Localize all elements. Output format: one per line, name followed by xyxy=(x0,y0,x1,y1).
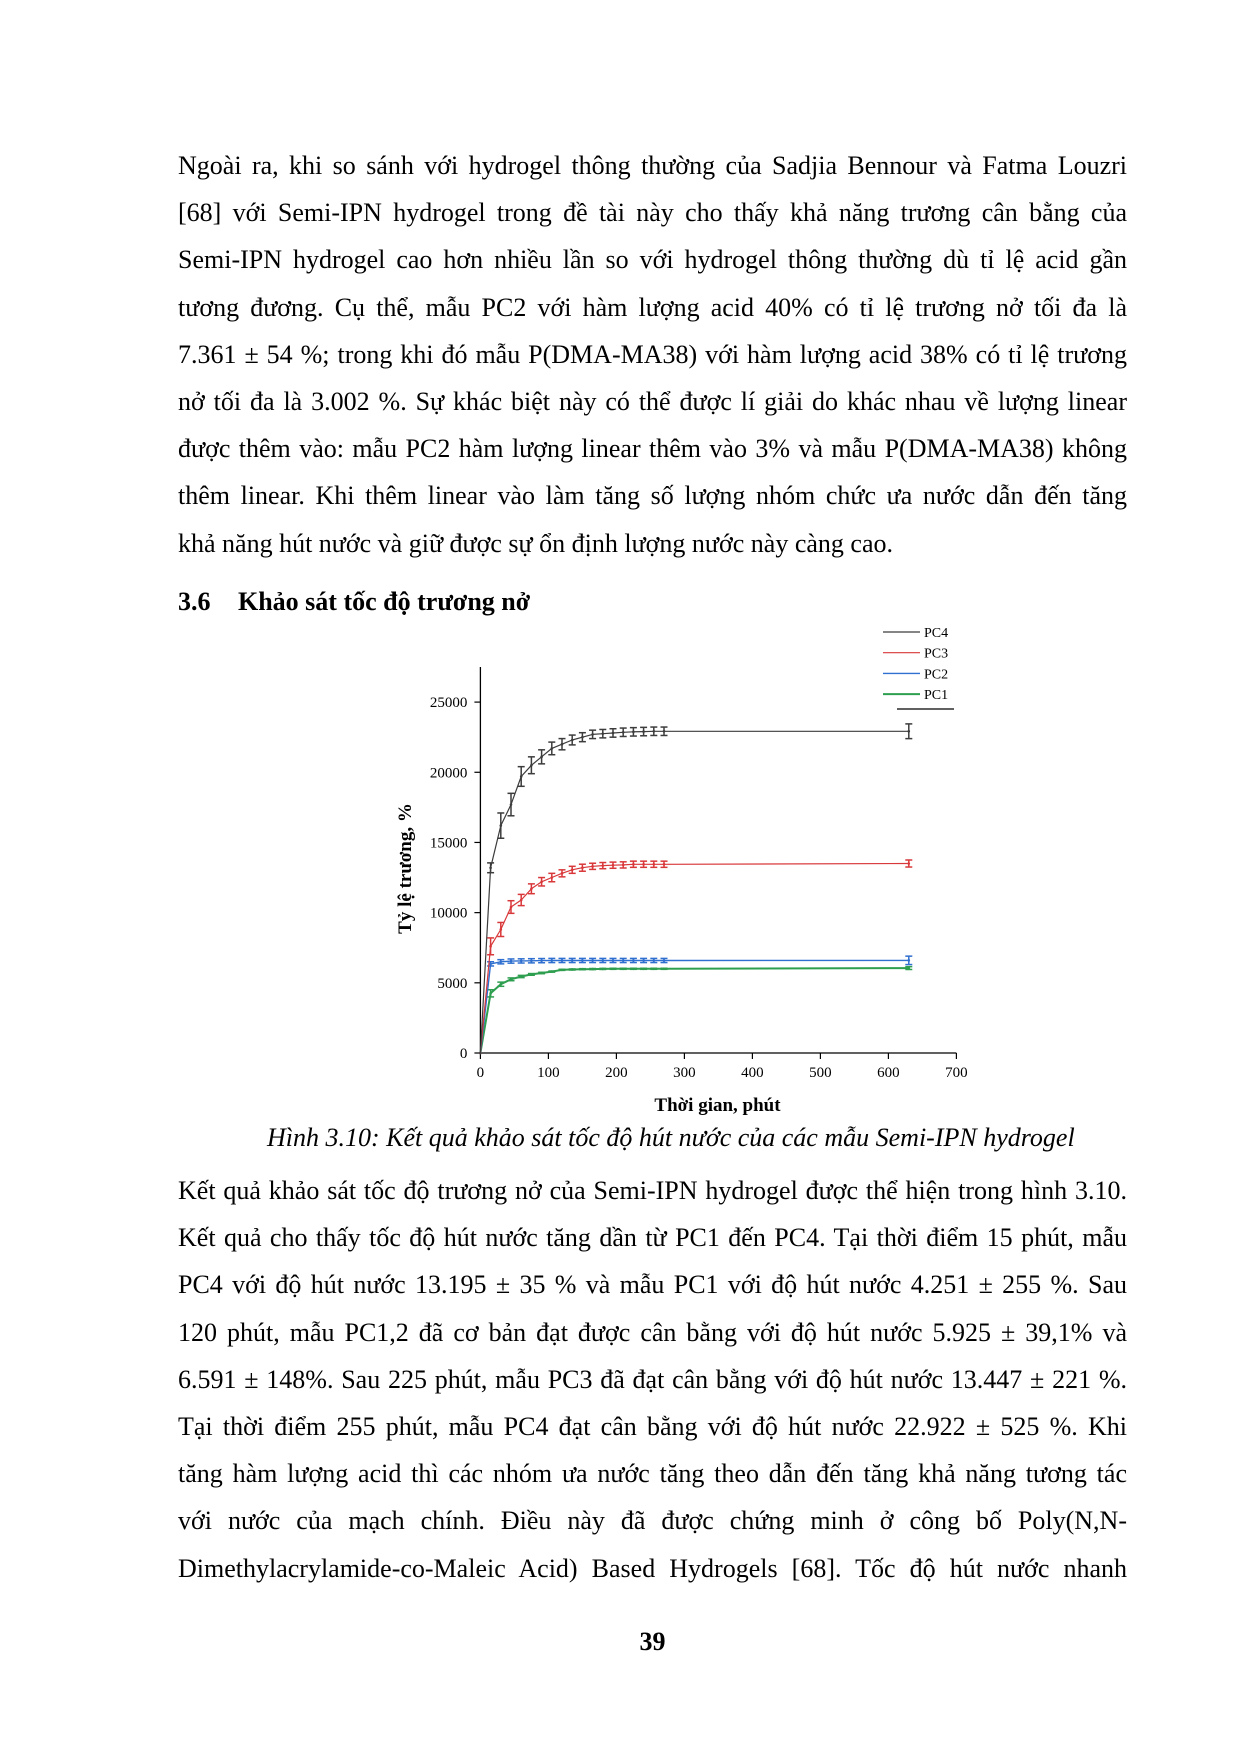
error-bar-pc3 xyxy=(538,878,545,886)
error-bar-pc4 xyxy=(487,863,494,873)
series-pc3 xyxy=(479,860,912,1054)
body-paragraph-2 xyxy=(178,1167,1127,1592)
series-line-pc4 xyxy=(480,731,908,1053)
y-tick-label: 25000 xyxy=(429,695,468,712)
x-tick-label: 500 xyxy=(809,1065,832,1081)
error-bar-pc3 xyxy=(518,894,525,905)
error-bar-pc1 xyxy=(610,968,617,969)
error-bar-pc4 xyxy=(569,735,576,745)
series-pc1 xyxy=(479,967,912,1055)
error-bar-pc1 xyxy=(579,969,586,970)
y-tick-label: 5000 xyxy=(437,975,468,992)
paragraph-line: Dimethylacrylamide-co-Maleic Acid) Based Hydrogels [68]. Tốc độ hút nước nhanh xyxy=(178,1553,1127,1583)
x-tick-label: 600 xyxy=(877,1065,900,1081)
x-tick-label: 0 xyxy=(476,1065,485,1081)
error-bar-pc3 xyxy=(487,938,494,955)
x-axis-label: Thời gian, phút xyxy=(654,1095,781,1116)
body-paragraph-1 xyxy=(178,142,1127,567)
swelling-rate-chart xyxy=(380,620,980,1130)
y-tick-label: 20000 xyxy=(429,765,468,782)
error-bar-pc1 xyxy=(640,968,647,969)
section-number: 3.6 xyxy=(178,587,211,616)
error-bar-pc1 xyxy=(538,972,545,973)
x-tick-label: 300 xyxy=(673,1065,696,1081)
error-bar-pc4 xyxy=(579,733,586,742)
legend-label-pc1: PC1 xyxy=(924,688,949,704)
paragraph-line: với nước của mạch chính. Điều này đã được chứng minh ở công bố Poly(N,N- xyxy=(178,1506,1127,1536)
error-bar-pc4 xyxy=(559,739,566,750)
paragraph-line: Ngoài ra, khi so sánh với hydrogel thông thường của Sadjia Bennour và Fatma Louzri xyxy=(178,151,1127,180)
x-tick-label: 100 xyxy=(537,1065,560,1081)
y-tick-label: 10000 xyxy=(429,905,468,922)
error-bar-pc3 xyxy=(548,873,555,881)
error-bar-pc3 xyxy=(559,870,566,877)
y-tick-label: 15000 xyxy=(429,835,468,852)
series-pc2 xyxy=(479,956,912,1054)
paragraph-line: Kết quả khảo sát tốc độ trương nở của Semi-IPN hydrogel được thể hiện trong hình 3.10. xyxy=(178,1176,1127,1205)
paragraph-line: nở tối đa là 3.002 %. Sự khác biệt này có thể được lí giải do khác nhau về lượng linear xyxy=(178,387,1127,417)
error-bar-pc4 xyxy=(548,742,555,755)
legend-label-pc4: PC4 xyxy=(924,626,949,641)
error-bar-pc4 xyxy=(538,750,545,764)
error-bar-pc1 xyxy=(630,968,637,969)
x-tick-label: 400 xyxy=(741,1065,764,1081)
paragraph-line: khả năng hút nước và giữ được sự ổn định lượng nước này càng cao. xyxy=(178,528,893,558)
figure-caption: Hình 3.10: Kết quả khảo sát tốc độ hút nước của các mẫu Semi-IPN hydrogel xyxy=(267,1123,1075,1152)
paragraph-line: 6.591 ± 148%. Sau 225 phút, mẫu PC3 đã đạt cân bằng với độ hút nước 13.447 ± 221 %. xyxy=(178,1364,1127,1394)
section-title: Khảo sát tốc độ trương nở xyxy=(238,587,531,616)
legend-label-pc2: PC2 xyxy=(924,667,949,683)
error-bar-pc1 xyxy=(559,969,566,970)
paragraph-line: Tại thời điểm 255 phút, mẫu PC4 đạt cân bằng với độ hút nước 22.922 ± 525 %. Khi xyxy=(178,1412,1127,1442)
data-point-pc4 xyxy=(479,1052,482,1055)
error-bar-pc1 xyxy=(661,968,668,969)
error-bar-pc1 xyxy=(599,968,606,969)
paragraph-line: thêm linear. Khi thêm linear vào làm tăng số lượng nhóm chức ưa nước dẫn đến tăng xyxy=(178,481,1127,511)
error-bar-pc1 xyxy=(650,968,657,969)
y-axis-label: Tỷ lệ trương, % xyxy=(395,803,416,934)
paragraph-line: tăng hàm lượng acid thì các nhóm ưa nước tăng theo dẫn đến tăng khả năng tương tác xyxy=(178,1459,1127,1489)
paragraph-line: PC4 với độ hút nước 13.195 ± 35 % và mẫu PC1 với độ hút nước 4.251 ± 255 %. Sau xyxy=(178,1270,1127,1300)
paragraph-line: 7.361 ± 54 %; trong khi đó mẫu P(DMA-MA38) với hàm lượng acid 38% có tỉ lệ trương xyxy=(178,339,1127,369)
y-tick-label: 0 xyxy=(459,1046,468,1062)
error-bar-pc4 xyxy=(528,757,535,774)
error-bar-pc1 xyxy=(589,969,596,970)
error-bar-pc1 xyxy=(497,982,504,986)
series-pc4 xyxy=(479,724,912,1054)
x-tick-label: 700 xyxy=(945,1065,968,1081)
paragraph-line: tương đương. Cụ thể, mẫu PC2 với hàm lượng acid 40% có tỉ lệ trương nở tối đa là xyxy=(178,292,1127,322)
error-bar-pc1 xyxy=(548,971,555,972)
page-number: 39 xyxy=(639,1627,666,1656)
paragraph-line: Kết quả cho thấy tốc độ hút nước tăng dần từ PC1 đến PC4. Tại thời điểm 15 phút, mẫu xyxy=(178,1223,1127,1253)
legend xyxy=(883,626,954,709)
error-bar-pc1 xyxy=(620,968,627,969)
paragraph-line: Semi-IPN hydrogel cao hơn nhiều lần so với hydrogel thông thường dù tỉ lệ acid gần xyxy=(178,245,1127,275)
series-line-pc1 xyxy=(480,968,908,1053)
paragraph-line: [68] với Semi-IPN hydrogel trong đề tài này cho thấy khả năng trương cân bằng của xyxy=(178,198,1127,228)
paragraph-line: 120 phút, mẫu PC1,2 đã cơ bản đạt được cân bằng với độ hút nước 5.925 ± 39,1% và xyxy=(178,1317,1127,1347)
error-bar-pc1 xyxy=(569,969,576,970)
paragraph-line: được thêm vào: mẫu PC2 hàm lượng linear thêm vào 3% và mẫu P(DMA-MA38) không xyxy=(178,434,1127,464)
x-tick-label: 200 xyxy=(605,1065,628,1081)
section-heading xyxy=(0,584,1241,620)
legend-label-pc3: PC3 xyxy=(924,646,949,662)
